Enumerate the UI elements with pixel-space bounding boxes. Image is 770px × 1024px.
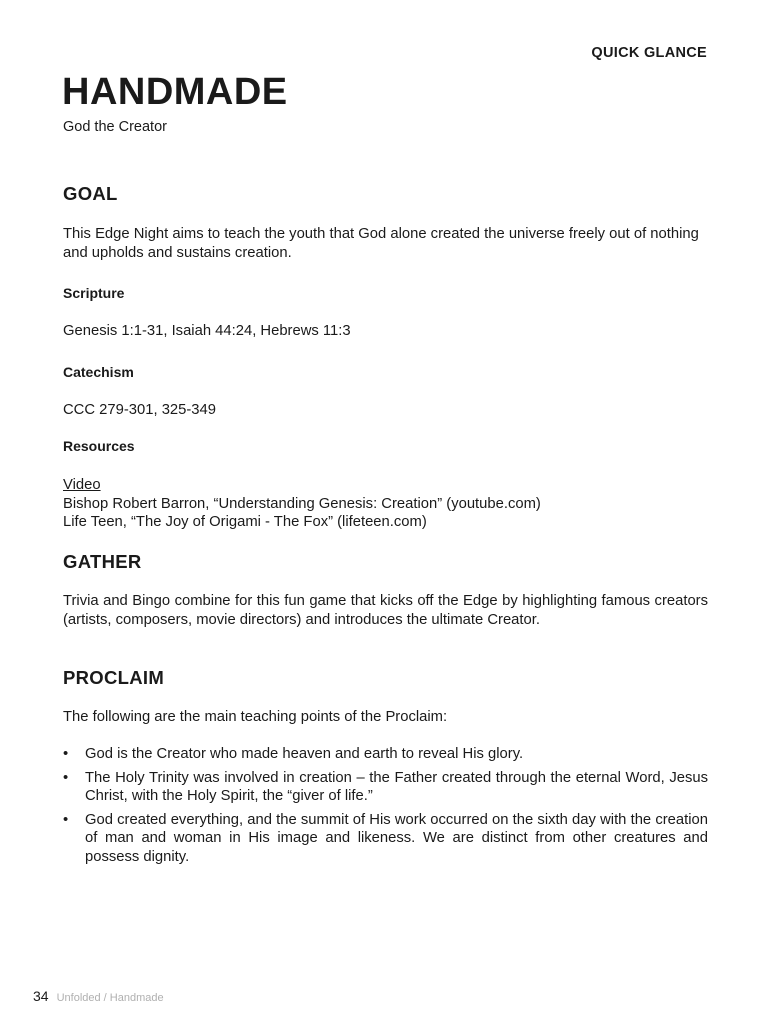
- page-number: 34: [33, 988, 49, 1004]
- goal-text: This Edge Night aims to teach the youth that God alone created the universe freely out of nothing and upholds and sustains creation.: [63, 226, 699, 261]
- catechism-heading: Catechism: [63, 364, 134, 380]
- list-item: • God is the Creator who made heaven and earth to reveal His glory.: [63, 746, 524, 762]
- list-item: • God created everything, and the summit of His work occurred on the sixth day with the creation of man and woman in His image and likeness. We are distinct from other creatures and possess dignity.: [63, 811, 708, 865]
- proclaim-heading: PROCLAIM: [63, 667, 165, 688]
- bullet-icon: •: [63, 811, 69, 828]
- page-title: HANDMADE: [62, 71, 288, 113]
- gather-heading: GATHER: [63, 551, 142, 572]
- goal-heading: GOAL: [63, 183, 118, 204]
- section-label: QUICK GLANCE: [591, 45, 707, 61]
- video-label: Video: [63, 477, 101, 493]
- catechism-text: CCC 279-301, 325-349: [63, 402, 216, 418]
- resource-item: Bishop Robert Barron, “Understanding Genesis: Creation” (youtube.com): [63, 495, 541, 512]
- resources-list: [63, 476, 708, 532]
- gather-text: Trivia and Bingo combine for this fun game that kicks off the Edge by highlighting famous creators (artists, composers, movie directors) and introduces the ultimate Creator.: [63, 593, 708, 628]
- resource-item: Life Teen, “The Joy of Origami - The Fox” (lifeteen.com): [63, 514, 427, 530]
- page-subtitle: God the Creator: [63, 119, 167, 135]
- footer-text: Unfolded / Handmade: [56, 992, 164, 1004]
- resources-heading: Resources: [63, 438, 135, 454]
- bullet-icon: •: [63, 746, 69, 762]
- bullet-icon: •: [63, 769, 69, 786]
- scripture-text: Genesis 1:1-31, Isaiah 44:24, Hebrews 11:3: [63, 323, 351, 339]
- page-footer: [33, 988, 164, 1004]
- scripture-heading: Scripture: [63, 285, 125, 301]
- proclaim-intro: The following are the main teaching points of the Proclaim:: [63, 709, 448, 725]
- list-item: • The Holy Trinity was involved in creation – the Father created through the eternal Word, Jesus Christ, with the Holy Spirit, the “giver of life.”: [63, 769, 708, 804]
- teaching-points-list: [63, 745, 708, 871]
